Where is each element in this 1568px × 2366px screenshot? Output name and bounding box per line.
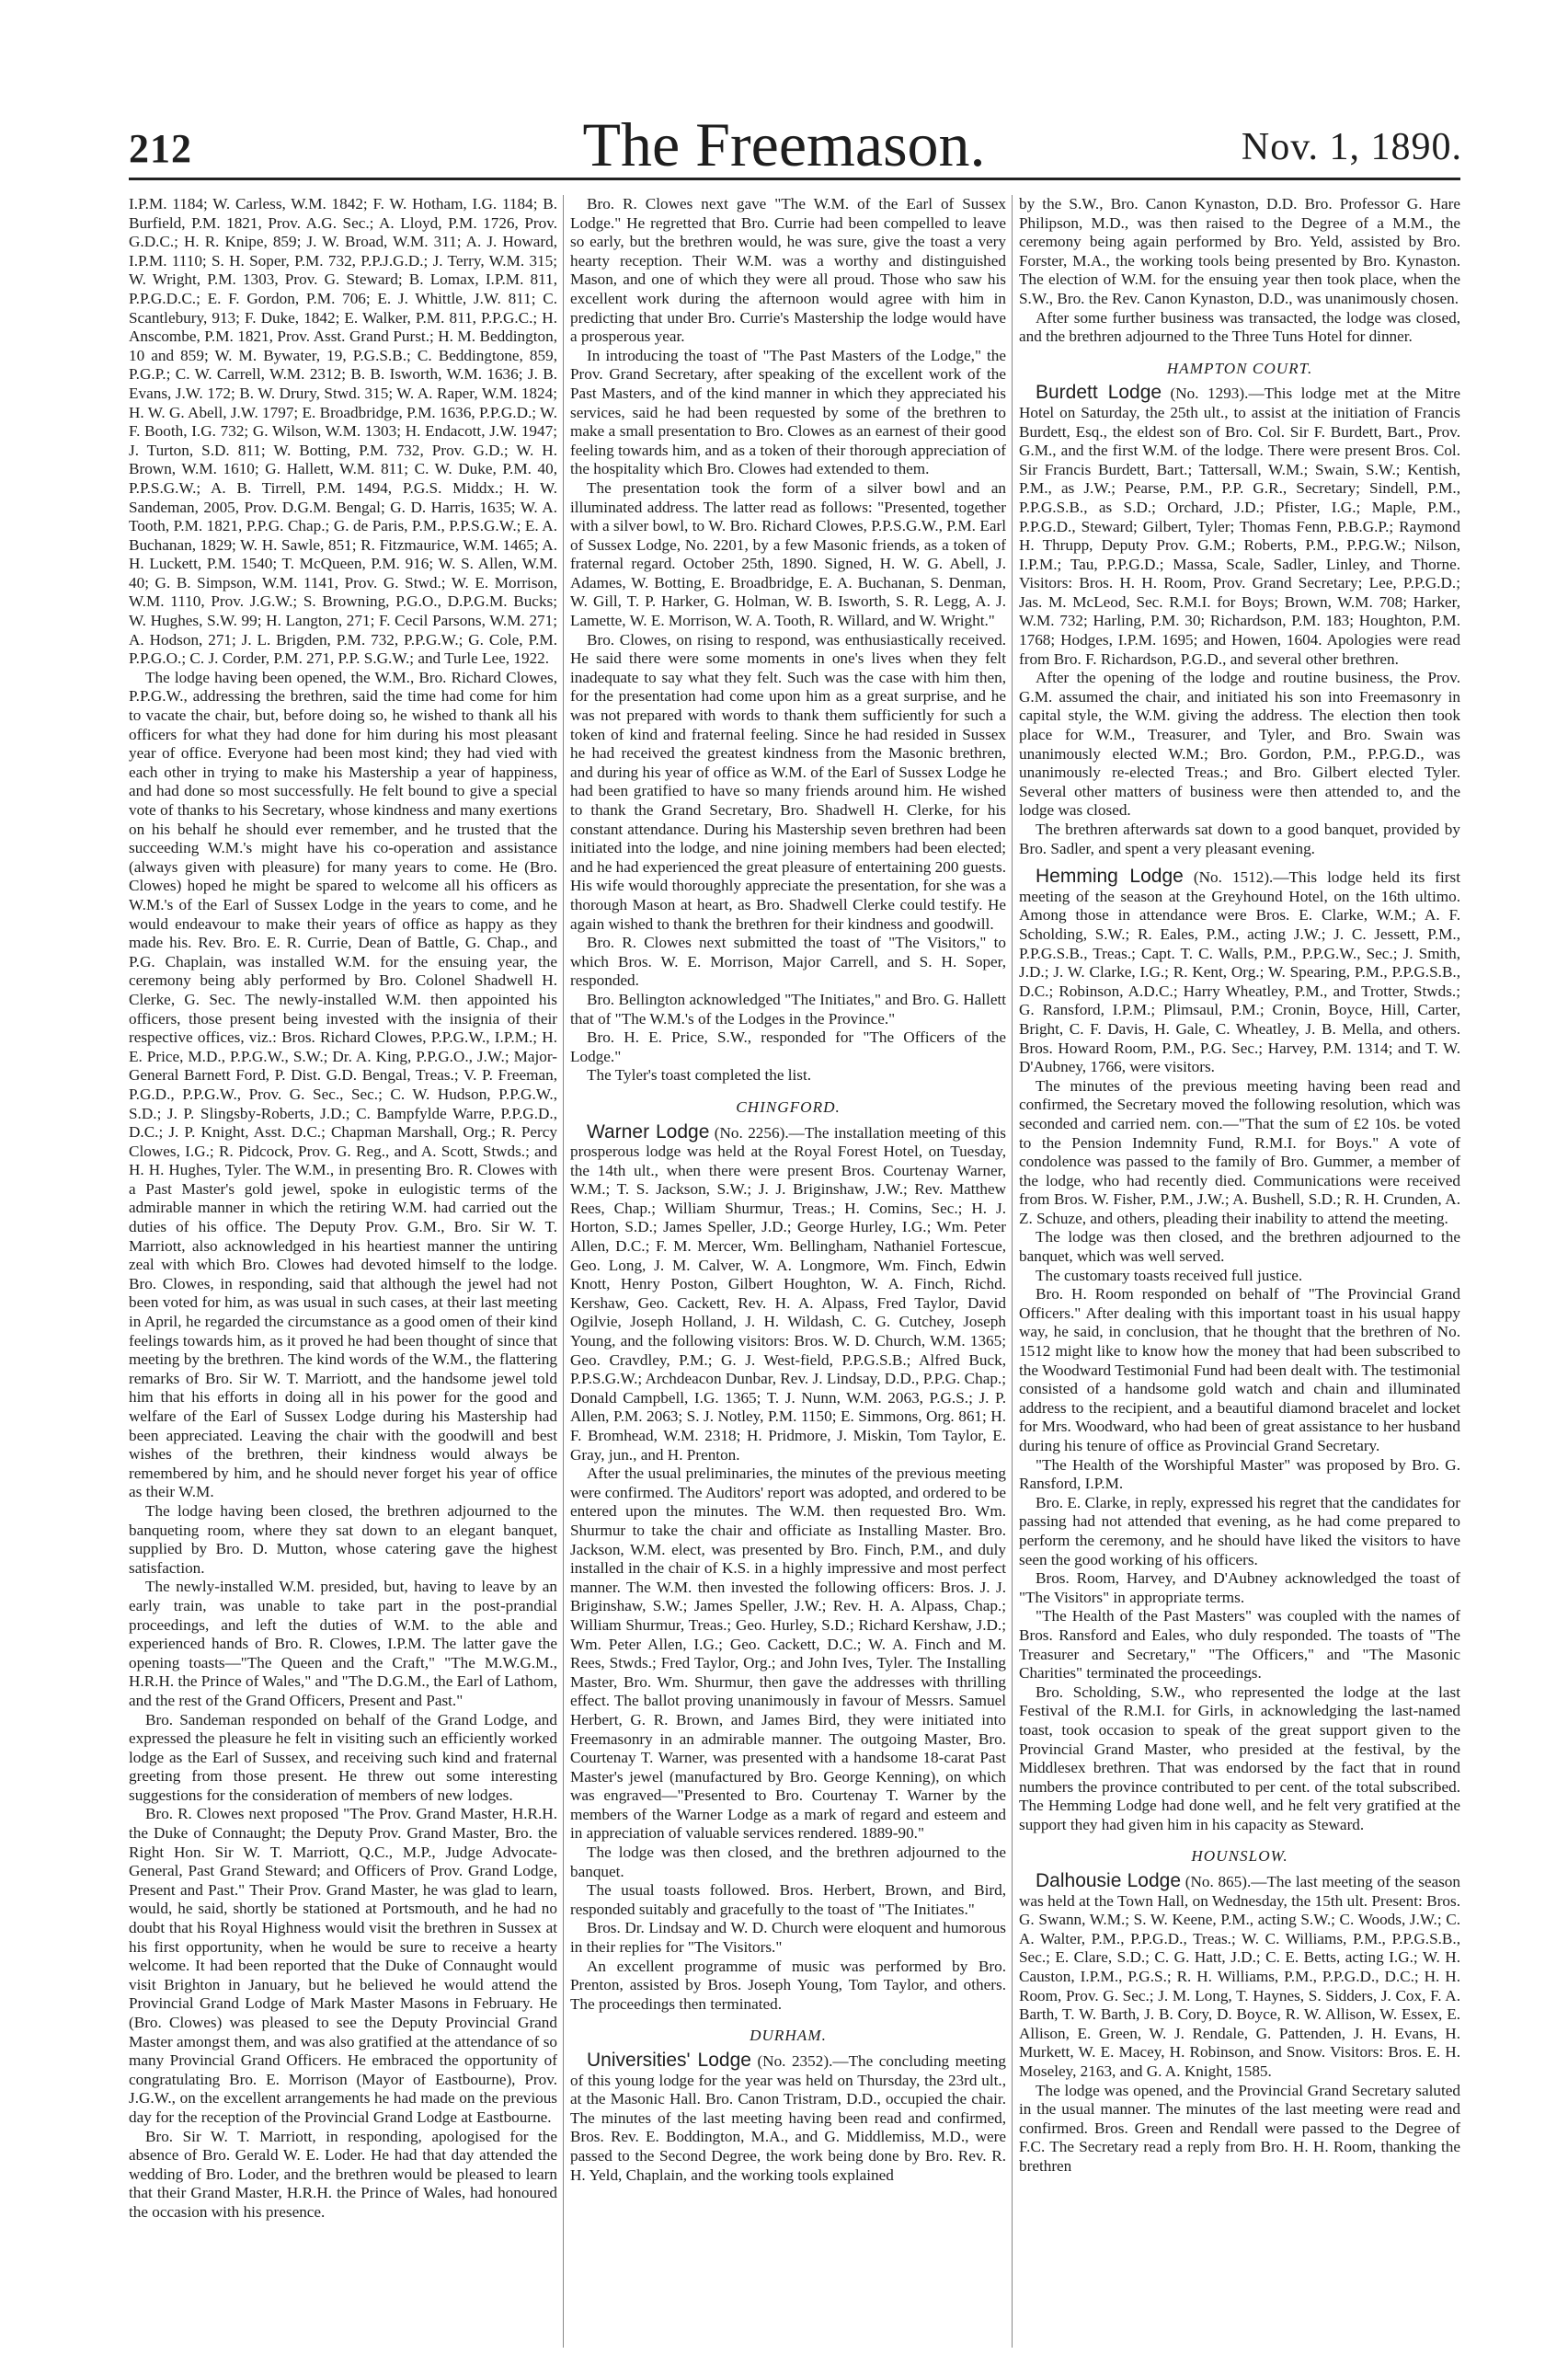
section-heading-durham: DURHAM. [750, 2027, 827, 2045]
lodge-number: (No. 1293). [1162, 385, 1249, 403]
paragraph: An excellent programme of music was performed by Bro. Prenton, assisted by Bros. Joseph Young, Tom Taylor, and others. The proceedings then terminated. [570, 1957, 1006, 2013]
paragraph: The lodge having been opened, the W.M., Bro. Richard Clowes, P.P.G.W., addressing the brethren, said the time had come for him to vacate the chair, but, before doing so, he wished to thank all his officers for what they had done for him during his most pleasant year of office. Everyone had been most kind; they had vied with each other in trying to make his Mastership a year of happiness, and had done so most successfully. He felt bound to give a special vote of thanks to his Secretary, whose kindness and many exertions on his behalf he should ever remember, and he trusted that the succeeding W.M.'s might have his co-operation and assistance (always given with pleasure) for many years to come. He (Bro. Clowes) hoped he might be spared to welcome all his officers as W.M.'s of the Earl of Sussex Lodge in the years to come, and he would endeavour to make their years of office as happy as they made his. Rev. Bro. E. R. Currie, Dean of Battle, G. Chap., and P.G. Chaplain, was installed W.M. for the ensuing year, the ceremony being ably performed by Bro. Colonel Shadwell H. Clerke, G. Sec. The newly-installed W.M. then appointed his officers, those present being invested with the insignia of their respective offices, viz.: Bros. Richard Clowes, P.P.G.W., I.P.M.; H. E. Price, M.D., P.P.G.W., S.W.; Dr. A. King, P.P.G.O., J.W.; Major-General Barnett Ford, P. Dist. G.D. Bengal, Treas.; V. P. Freeman, P.G.D., P.P.G.W., Prov. G. Sec., Sec.; C. W. Hudson, P.P.G.W., S.D.; J. P. Slingsby-Roberts, J.D.; C. Bampfylde Warre, P.P.G.D., D.C.; J. P. Knight, Asst. D.C.; Chapman Marshall, Org.; R. Percy Clowes, I.G.; R. Pidcock, Prov. G. Reg., and A. Scott, Stwds.; and H. H. Hughes, Tyler. The W.M., in presenting Bro. R. Clowes with a Past Master's gold jewel, spoke in eulogistic terms of the admirable manner in which the retiring W.M. had carried out the duties of his office. The Deputy Prov. G.M., Bro. Sir W. T. Marriott, also acknowledged in his heartiest manner the untiring zeal with which Bro. Clowes had devoted himself to the lodge. Bro. Clowes, in responding, said that although the jewel had not been voted for him, as was usual in such cases, at their last meeting in April, he regarded the circumstance as a good omen of their kind feelings towards him, as it proved he had been thought of since that meeting by the brethren. The kind words of the W.M., the flattering remarks of Bro. Sir W. T. Marriott, and the handsome jewel told him that his efforts in doing all in his power for the good and welfare of the Earl of Sussex Lodge during his Mastership had been appreciated. Leaving the chair with the goodwill and best wishes of the brethren, their kindness would always be remembered by him, and he should never forget his year of office as their W.M. [129, 668, 557, 1501]
paragraph: Bro. Sir W. T. Marriott, in responding, apologised for the absence of Bro. Gerald W. E. Loder. He had that day attended the wedding of Bro. Loder, and the brethren would be pleased to learn that their Grand Master, H.R.H. the Prince of Wales, had honoured the occasion with his presence. [129, 2127, 557, 2221]
paragraph: The Tyler's toast completed the list. [587, 1066, 812, 1085]
lodge-number: (No. 1512). [1183, 868, 1274, 887]
column-divider [1012, 195, 1013, 2348]
paragraph: In introducing the toast of "The Past Masters of the Lodge," the Prov. Grand Secretary, after speaking of the excellent work of the Past Masters, and of the kind manner in which they appreciated his services, said he had been requested by some of the brethren to make a small presentation to Bro. Clowes as an earnest of their good feeling towards him, and as a token of their thorough appreciation of the hospitality which Bro. Clowes had extended to them. [570, 346, 1006, 478]
paragraph: The lodge was opened, and the Provincial Grand Secretary saluted in the usual manner. The minutes of the last meeting were read and confirmed. Bros. Green and Rendall were passed to the Degree of F.C. The Secretary read a reply from Bro. H. H. Room, thanking the brethren [1019, 2081, 1460, 2175]
section-heading-hampton-court: HAMPTON COURT. [1166, 359, 1313, 377]
paragraph: Bros. Room, Harvey, and D'Aubney acknowledged the toast of "The Visitors" in appropriate terms. [1019, 1569, 1460, 1606]
paragraph: Bro. R. Clowes next submitted the toast of "The Visitors," to which Bros. W. E. Morrison, Major Carrell, and S. H. Soper, responded. [570, 934, 1006, 990]
paragraph: Bro. H. E. Price, S.W., responded for "The Officers of the Lodge." [570, 1028, 1006, 1065]
newspaper-title: The Freemason. [582, 109, 986, 179]
lodge-name: Universities' Lodge [587, 2050, 751, 2071]
lodge-report-intro [1019, 867, 1460, 1077]
masthead [0, 103, 1568, 186]
lodge-report-intro [570, 1120, 1006, 1465]
lodge-intro-text: —This lodge held its first meeting of the season at the Greyhound Hotel, on the 16th ultimo. Among those in attendance were Bros. E. Clarke, W.M.; A. F. Scholding, S.W.; R. Eales, P.M., acting J.W.; J. C. Jessett, P.M., P.P.G.S.B., Treas.; Capt. T. C. Walls, P.M., P.P.G.W., Sec.; J. Smith, J.D.; J. W. Clarke, I.G.; R. Kent, Org.; W. Spearing, P.M., P.P.G.S.B., D.C.; Robinson, A.D.C.; Harry Wheatley, P.M., and Trotter, Stwds.; G. Ransford, I.P.M.; Plimsaul, P.M.; Cronin, Boyce, Hill, Carter, Bright, C. F. Davis, H. Gale, C. Wheatley, J. B. Mella, and others. Bros. Howard Room, P.M., P.G. Sec.; Harvey, P.M. 1314; and T. W. D'Aubney, 1766, were visitors. [1019, 868, 1460, 1076]
lodge-name: Warner Lodge [587, 1120, 710, 1143]
paragraph: "The Health of the Past Masters" was coupled with the names of Bros. Ransford and Eales, who duly responded. The toasts of "The Treasurer and Secretary," "The Officers," and "The Masonic Charities" terminated the proceedings. [1019, 1607, 1460, 1683]
paragraph: I.P.M. 1184; W. Carless, W.M. 1842; F. W. Hotham, I.G. 1184; B. Burfield, P.M. 1821, Prov. A.G. Sec.; A. Lloyd, P.M. 1726, Prov. G.D.C.; H. R. Knipe, 859; J. W. Broad, W.M. 311; A. J. Howard, I.P.M. 1110; S. H. Soper, P.M. 732, P.P.J.G.D.; J. Terry, W.M. 315; W. Wright, P.M. 1303, Prov. G. Steward; B. Lomax, I.P.M. 811, P.P.G.D.C.; E. F. Gordon, P.M. 706; E. J. Whittle, J.W. 811; C. Scantlebury, 913; F. Duke, 1842; E. Walker, P.M. 811, P.P.G.C.; H. Anscombe, P.M. 1821, Prov. Asst. Grand Purst.; H. M. Beddington, 10 and 859; W. M. Bywater, 19, P.G.S.B.; C. Beddingtone, 859, P.G.P.; C. W. Carrell, W.M. 2312; B. B. Isworth, W.M. 1636; J. B. Evans, J.W. 172; B. W. Drury, Stwd. 315; W. A. Raper, W.M. 1824; H. W. G. Abell, J.W. 1797; E. Broadbridge, P.M. 1636, P.P.G.D.; W. F. Booth, I.G. 732; G. Wilson, W.M. 1303; H. Endacott, J.W. 1947; J. Turton, S.D. 811; W. Botting, P.M. 732, Prov. G.D.; W. H. Brown, W.M. 1610; G. Hallett, W.M. 811; C. W. Duke, P.M. 40, P.P.S.G.W.; A. B. Tirrell, P.M. 1494, P.G.S. Middx.; H. W. Sandeman, 2005, Prov. D.G.M. Bengal; G. D. Harris, 1635; W. A. Tooth, P.M. 1821, P.P.G. Chap.; G. de Paris, P.M., P.P.S.G.W.; E. A. Buchanan, 1829; W. H. Sawle, 851; R. Fitzmaurice, W.M. 1465; A. H. Luckett, P.M. 1540; T. McQueen, P.M. 916; W. S. Allen, W.M. 40; G. B. Simpson, W.M. 1141, Prov. G. Stwd.; W. E. Morrison, W.M. 1110, Prov. J.G.W.; S. Browning, P.G.O., D.P.G.M. Bucks; W. Hughes, S.W. 99; H. Langton, 271; F. Cecil Parsons, W.M. 271; A. Hodson, 271; J. L. Brigden, P.M. 732, P.P.G.W.; G. Cole, P.M. P.P.G.O.; C. J. Corder, P.M. 271, P.P. S.G.W.; and Turle Lee, 1922. [129, 195, 557, 668]
paragraph: The lodge was then closed, and the brethren adjourned to the banquet, which was well served. [1019, 1228, 1460, 1266]
section-heading-hounslow: HOUNSLOW. [1191, 1847, 1288, 1866]
section-heading-chingford: CHINGFORD. [736, 1097, 841, 1116]
header-rule [129, 178, 1460, 180]
lodge-name: Burdett Lodge [1036, 382, 1162, 404]
lodge-intro-text: —The last meeting of the season was held at the Town Hall, on Wednesday, the 15th ult. Present: Bros. G. Swann, W.M.; S. W. Keene, P.M., acting S.W.; C. Woods, J.W.; C. A. Walter, P.M., P.P.G.D., Treas.; W. C. Williams, P.M., P.P.G.S.B., Sec.; E. Clare, S.D.; C. G. Hatt, J.D.; C. E. Betts, acting I.G.; W. H. Causton, I.P.M., P.G.S.; R. H. Williams, P.M., P.P.G.D., D.C.; H. H. Room, Prov. G. Sec.; J. M. Long, T. Haynes, S. Sidders, J. Cox, F. A. Barth, T. W. Barth, J. B. Cory, D. Boyce, R. W. Allison, W. Essex, E. Allison, E. Green, W. J. Rendale, G. Pattenden, J. H. Evans, H. Murkett, W. E. Macey, H. Robinson, and Snow. Visitors: Bros. E. H. Moseley, 2163, and G. A. Knight, 1585. [1019, 1873, 1460, 2080]
paragraph: After the usual preliminaries, the minutes of the previous meeting were confirmed. The Auditors' report was adopted, and ordered to be entered upon the minutes. The W.M. then requested Bro. Wm. Shurmur to take the chair and officiate as Installing Master. Bro. Jackson, W.M. elect, was presented by Bro. Finch, P.M., and duly installed in the chair of K.S. in a highly impressive and most perfect manner. The W.M. then invested the following officers: Bros. J. J. Briginshaw, S.W.; James Speller, J.W.; Rev. H. A. Alpass, Chap.; William Shurmur, Treas.; Geo. Hurley, S.D.; Richard Kershaw, J.D.; Wm. Peter Allen, I.G.; Geo. Cackett, D.C.; W. A. Finch and M. Rees, Stwds.; Fred Taylor, Org.; and John Ives, Tyler. The Installing Master, Bro. Wm. Shurmur, then gave the addresses with thrilling effect. The ballot proving unanimously in favour of Messrs. Samuel Herbert, G. R. Brown, and James Bird, they were initiated into Freemasonry in an admirable manner. The outgoing Master, Bro. Courtenay T. Warner, was presented with a handsome 18-carat Past Master's jewel (manufactured by Bro. George Kenning), on which was engraved—"Presented to Bro. Courtenay T. Warner by the members of the Warner Lodge as a mark of regard and esteem and in appreciation of valuable services rendered. 1889-90." [570, 1464, 1006, 1843]
paragraph: Bros. Dr. Lindsay and W. D. Church were eloquent and humorous in their replies for "The Visitors." [570, 1919, 1006, 1957]
paragraph: The lodge was then closed, and the brethren adjourned to the banquet. [570, 1843, 1006, 1880]
paragraph: Bro. Clowes, on rising to respond, was enthusiastically received. He said there were some moments in one's lives when they felt inadequate to say what they felt. Such was the case with him then, for the presentation had come upon him as a great surprise, and he was not prepared with words to thank them sufficiently for such a token of kind and fraternal feeling. Since he had resided in Sussex he had received the greatest kindness from the Masonic brethren, and during his year of office as W.M. of the Earl of Sussex Lodge he had been gratified to have so many friends around him. He wished to thank the Grand Secretary, Bro. Shadwell H. Clerke, for his constant attendance. During his Mastership seven brethren had been initiated into the lodge, and nine joining members had been elected; and he had experienced the great pleasure of entertaining 200 guests. His wife would thoroughly appreciate the presentation, for she was a thorough Mason at heart, as Bro. Shadwell Clerke could testify. He again wished to thank the brethren for their kindness and goodwill. [570, 630, 1006, 933]
issue-date: Nov. 1, 1890. [1241, 126, 1462, 168]
paragraph: Bro. E. Clarke, in reply, expressed his regret that the candidates for passing had not attended that evening, as he had come prepared to perform the ceremony, and he should have liked the visitors to have seen the good working of his officers. [1019, 1493, 1460, 1568]
column-3 [1019, 195, 1460, 2357]
paragraph: Bro. Scholding, S.W., who represented the lodge at the last Festival of the R.M.I. for Girls, in acknowledging the last-named toast, took occasion to speak of the great support given to the Provincial Grand Master, who presided at the festival, by the Middlesex brethren. That was endorsed by the fact that in round numbers the province contributed to per cent. of the total subscribed. The Hemming Lodge had done well, and he felt very gratified at the support they had given him in his capacity as Steward. [1019, 1683, 1460, 1833]
lodge-report-intro [1019, 384, 1460, 669]
paragraph: The customary toasts received full justice. [1036, 1266, 1303, 1284]
lodge-number: (No. 2352). [750, 2052, 833, 2070]
lodge-name: Dalhousie Lodge [1036, 1870, 1182, 1892]
paragraph: "The Health of the Worshipful Master" was proposed by Bro. G. Ransford, I.P.M. [1019, 1455, 1460, 1493]
paragraph: by the S.W., Bro. Canon Kynaston, D.D. Bro. Professor G. Hare Philipson, M.D., was then raised to the Degree of a M.M., the ceremony being again performed by Bro. Yeld, assisted by Bro. Forster, M.A., the working tools being presented by Bro. Kynaston. The election of W.M. for the ensuing year then took place, when the S.W., Bro. the Rev. Canon Kynaston, D.D., was unanimously chosen. [1019, 195, 1460, 307]
lodge-number: (No. 2256). [709, 1123, 789, 1142]
paragraph: The lodge having been closed, the brethren adjourned to the banqueting room, where they sat down to an elegant banquet, supplied by Bro. D. Mutton, whose catering gave the highest satisfaction. [129, 1501, 557, 1577]
column-divider [563, 195, 564, 2348]
paragraph: After the opening of the lodge and routine business, the Prov. G.M. assumed the chair, and initiated his son into Freemasonry in capital style, the W.M. giving the address. The election then took place for W.M., Treasurer, and Tyler, and Bro. Swain was unanimously elected W.M.; Bro. Gordon, P.M., P.P.G.D., was unanimously re-elected Treas.; and Bro. Gilbert elected Tyler. Several other matters of business were then attended to, and the lodge was closed. [1019, 669, 1460, 820]
paragraph: Bro. Sandeman responded on behalf of the Grand Lodge, and expressed the pleasure he felt in visiting such an efficiently worked lodge as the Earl of Sussex, and receiving such kind and fraternal greeting from those present. He threw out some interesting suggestions for the consideration of members of new lodges. [129, 1710, 557, 1804]
lodge-intro-text: —The concluding meeting of this young lodge for the year was held on Thursday, the 23rd ult., at the Masonic Hall. Bro. Canon Tristram, D.D., occupied the chair. The minutes of the last meeting having been read and confirmed, Bros. Rev. E. Boddington, M.A., and G. Middlemiss, M.D., were passed to the Second Degree, the work being done by Bro. Rev. R. H. Yeld, Chaplain, and the working tools explained [570, 2052, 1006, 2184]
lodge-name: Hemming Lodge [1036, 866, 1184, 888]
paragraph: The presentation took the form of a silver bowl and an illuminated address. The latter read as follows: "Presented, together with a silver bowl, to W. Bro. Richard Clowes, P.P.S.G.W., P.M. Earl of Sussex Lodge, No. 2201, by a few Masonic friends, as a token of fraternal regard. October 25th, 1890. Signed, H. W. G. Abell, J. Adames, W. Botting, E. Broadbridge, E. A. Buchanan, S. Denman, W. Gill, T. P. Harker, G. Holman, W. B. Isworth, S. R. Legg, A. J. Lamette, W. E. Morrison, W. A. Tooth, R. Willard, and W. Wright." [570, 478, 1006, 630]
page-number: 212 [129, 126, 192, 171]
lodge-intro-text: —This lodge met at the Mitre Hotel on Saturday, the 25th ult., to assist at the initiation of Francis Burdett, Esq., the eldest son of Bro. Col. Sir F. Burdett, Bart., Prov. G.M., and the first W.M. of the lodge. There were present Bros. Col. Sir Francis Burdett, Bart.; Tattersall, W.M.; Swain, S.W.; Kentish, P.M., as J.W.; Pearse, P.M., P.P. G.R., Secretary; Sindell, P.M., P.P.G.S.B., as S.D.; Orchard, J.D.; Pfister, I.G.; Maple, P.M., P.P.G.D., Steward; Gilbert, Tyler; Thomas Fenn, P.B.G.P.; Raymond H. Thrupp, Deputy Prov. G.M.; Roberts, P.M., P.P.G.W.; Nilson, I.P.M.; Tau, P.P.G.D.; Massa, Scale, Sadler, Linley, and Thorne. Visitors: Bros. H. H. Room, Prov. Grand Secretary; Lee, P.P.G.D.; Jas. M. McLeod, Sec. R.M.I. for Boys; Brown, W.M. 708; Harker, W.M. 732; Harling, P.M. 30; Richardson, P.M. 183; Houghton, P.M. 1768; Hodges, I.P.M. 1695; and Howen, 1604. Apologies were read from Bro. F. Richardson, P.G.D., and several other brethren. [1019, 385, 1460, 668]
paragraph: Bro. R. Clowes next proposed "The Prov. Grand Master, H.R.H. the Duke of Connaught; the Deputy Prov. Grand Master, Bro. the Right Hon. Sir W. T. Marriott, Q.C., M.P., Judge Advocate-General, Past Grand Steward; and Officers of Prov. Grand Lodge, Present and Past." Their Prov. Grand Master, he was glad to learn, would, he said, shortly be stationed at Portsmouth, and he had no doubt that his Royal Highness would visit the brethren in Sussex at his first opportunity, when he would be sure to receive a hearty welcome. It had been reported that the Duke of Connaught would visit Brighton in January, but he believed he would attend the Provincial Grand Lodge of Mark Master Masons in February. He (Bro. Clowes) was pleased to see the Deputy Provincial Grand Master amongst them, and was also gratified at the attendance of so many Provincial Grand Officers. He embraced the opportunity of congratulating Bro. E. Morrison (Mayor of Eastbourne), Prov. J.G.W., on the excellent arrangements he had made on the previous day for the reception of the Provincial Grand Lodge at Eastbourne. [129, 1805, 557, 2126]
paragraph: After some further business was transacted, the lodge was closed, and the brethren adjourned to the Three Tuns Hotel for dinner. [1019, 308, 1460, 346]
paragraph: The brethren afterwards sat down to a good banquet, provided by Bro. Sadler, and spent a very pleasant evening. [1019, 821, 1460, 857]
lodge-intro-text: —The installation meeting of this prosperous lodge was held at the Royal Forest Hotel, on Tuesday, the 14th ult., when there were present Bros. Courtenay Warner, W.M.; T. S. Jackson, S.W.; J. J. Briginshaw, J.W.; Rev. Matthew Rees, Chap.; William Shurmur, Treas.; H. Comins, Sec.; H. J. Horton, S.D.; James Speller, J.D.; George Hurley, I.G.; Wm. Peter Allen, D.C.; F. M. Mercer, Wm. Bellingham, Nathaniel Fortescue, Geo. Long, J. M. Calver, W. A. Longmore, Wm. Finch, Edwin Knott, Henry Poston, Gilbert Houghton, W. A. Finch, Richd. Kershaw, Geo. Cackett, Rev. H. A. Alpass, Fred Taylor, David Ogilvie, Joseph Holland, J. H. Wildash, C. G. Cutchey, Joseph Young, and the following visitors: Bros. W. D. Church, W.M. 1365; Geo. Cravdley, P.M.; G. J. West-field, P.P.G.S.B.; Alfred Buck, P.P.S.G.W.; Archdeacon Dunbar, Rev. J. Lindsay, D.D., P.P.G. Chap.; Donald Campbell, I.G. 1365; T. J. Nunn, W.M. 2063, P.G.S.; J. P. Allen, P.M. 2063; S. J. Notley, P.M. 1150; E. Simmons, Org. 861; H. F. Bromhead, W.M. 2318; H. Pridmore, J. Miskin, Tom Taylor, E. Gray, jun., and H. Prenton. [570, 1123, 1006, 1464]
paragraph: Bro. H. Room responded on behalf of "The Provincial Grand Officers." After dealing with this important toast in his usual happy way, he said, in conclusion, that he thought that the brethren of No. 1512 might like to know how the money that had been subscribed to the Woodward Testimonial Fund had been dealt with. The testimonial consisted of a handsome gold watch and chain and illuminated address to the recipient, and a beautiful diamond bracelet and locket for Mrs. Woodward, who had been of great assistance to her husband during his tenure of office as Provincial Grand Secretary. [1019, 1285, 1460, 1454]
column-2 [570, 195, 1006, 2357]
lodge-number: (No. 865). [1181, 1873, 1252, 1891]
paragraph: Bro. Bellington acknowledged "The Initiates," and Bro. G. Hallett that of "The W.M.'s of the Lodges in the Province." [570, 990, 1006, 1028]
paragraph: The newly-installed W.M. presided, but, having to leave by an early train, was unable to take part in the post-prandial proceedings, and left the duties of W.M. to the able and experienced hands of Bro. R. Clowes, I.P.M. The latter gave the opening toasts—"The Queen and the Craft," "The M.W.G.M., H.R.H. the Prince of Wales," and "The D.G.M., the Earl of Lathom, and the rest of the Grand Officers, Present and Past." [129, 1578, 557, 1709]
paragraph: The usual toasts followed. Bros. Herbert, Brown, and Bird, responded suitably and gracefully to the toast of "The Initiates." [570, 1881, 1006, 1918]
paragraph: Bro. R. Clowes next gave "The W.M. of the Earl of Sussex Lodge." He regretted that Bro. Currie had been compelled to leave so early, but the brethren would, he was sure, give the toast a very hearty reception. Their W.M. was a worthy and distinguished Mason, and one of which they were all proud. Those who saw his excellent work during the afternoon would agree with him in predicting that under Bro. Currie's Mastership the lodge would have a prosperous year. [570, 195, 1006, 346]
paragraph: The minutes of the previous meeting having been read and confirmed, the Secretary moved the following resolution, which was seconded and carried nem. con.—"That the sum of £2 10s. be voted to the Pension Indemnity Fund, R.M.I. for Boys." A vote of condolence was passed to the family of Bro. Gummer, a member of the lodge, who had recently died. Communications were received from Bros. W. Fisher, P.M., J.W.; A. Bushell, S.D.; R. H. Crunden, A. Z. Schuze, and others, pleading their inability to attend the meeting. [1019, 1076, 1460, 1227]
lodge-report-intro [570, 2051, 1006, 2185]
lodge-report-intro [1019, 1872, 1460, 2082]
column-1 [129, 195, 557, 2357]
